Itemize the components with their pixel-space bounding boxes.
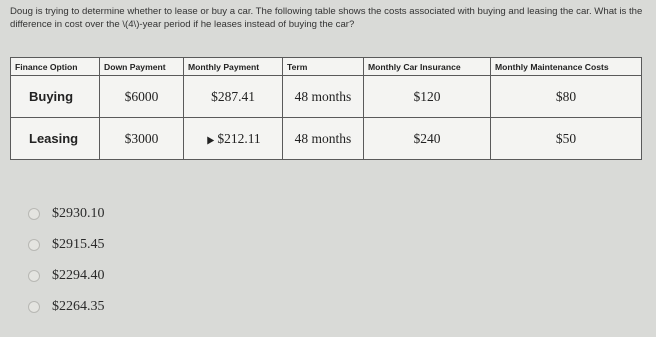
radio-button[interactable] (28, 301, 40, 313)
radio-button[interactable] (28, 239, 40, 251)
table-cell: $120 (364, 76, 491, 118)
answer-choices (28, 198, 105, 322)
radio-button[interactable] (28, 270, 40, 282)
table-cell: $287.41 (184, 76, 283, 118)
table-cell: Leasing (11, 118, 100, 160)
table-cell: 48 months (283, 118, 364, 160)
table-cell: $50 (491, 118, 642, 160)
table-cell-value: $212.11 (217, 130, 261, 146)
table-cell: $80 (491, 76, 642, 118)
answer-choice[interactable] (28, 198, 105, 229)
radio-button[interactable] (28, 208, 40, 220)
header-term: Term (283, 58, 364, 76)
header-down-payment: Down Payment (100, 58, 184, 76)
table-cell: $240 (364, 118, 491, 160)
table-cell: Buying (11, 76, 100, 118)
table-cell: $3000 (100, 118, 184, 160)
cost-table (10, 57, 642, 160)
choice-label: $2930.10 (52, 205, 105, 221)
choice-label: $2294.40 (52, 267, 105, 283)
answer-choice[interactable] (28, 291, 105, 322)
choice-label: $2264.35 (52, 298, 105, 314)
answer-choice[interactable] (28, 260, 105, 291)
table-cell: 48 months (283, 76, 364, 118)
mouse-cursor-icon (204, 134, 214, 144)
answer-choice[interactable] (28, 229, 105, 260)
header-finance-option: Finance Option (11, 58, 100, 76)
table-row (11, 118, 642, 160)
header-monthly-payment: Monthly Payment (184, 58, 283, 76)
table-cell (184, 118, 283, 160)
table-cell: $6000 (100, 76, 184, 118)
header-monthly-maintenance: Monthly Maintenance Costs (491, 58, 642, 76)
question-text: Doug is trying to determine whether to lease or buy a car. The following table shows the costs associated with buying and leasing the car. What is the difference in cost over the \(4\)-year period if he leases instead of buying the car? (10, 6, 643, 30)
table-header-row (11, 58, 642, 76)
choice-label: $2915.45 (52, 236, 105, 252)
header-monthly-insurance: Monthly Car Insurance (364, 58, 491, 76)
table-row (11, 76, 642, 118)
